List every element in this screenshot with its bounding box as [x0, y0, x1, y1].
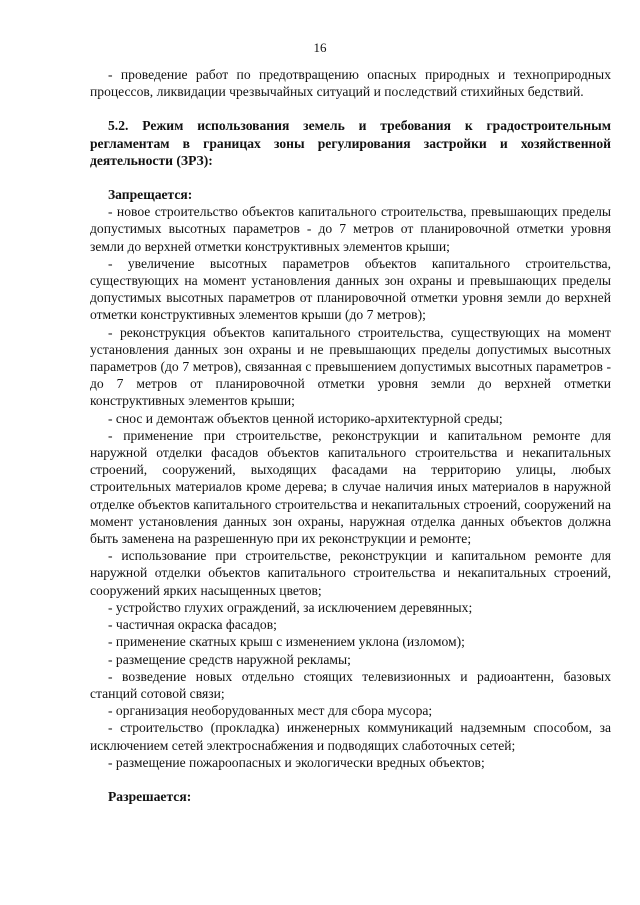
list-item: - возведение новых отдельно стоящих телевизионных и радиоантенн, базовых станций сотовой связи;: [90, 668, 611, 701]
prohibited-label: Запрещается:: [108, 187, 193, 203]
list-item: - частичная окраска фасадов;: [108, 617, 277, 633]
list-item: - применение при строительстве, реконструкции и капитальном ремонте для наружной отделки фасадов объектов капитального строительства и некапитальных строений, сооружений, выходящих фасадами на территорию улицы, любых строительных материалов кроме дерева; в случае наличия иных материалов в наружной отделке объектов капитального строительства и некапитальных строений, сооружений на момент установления данных зон охраны, наружная отделка данных объектов должна быть заменена на разрешенную при их реконструкции и ремонте;: [90, 427, 611, 547]
page-content: [90, 66, 611, 805]
list-item: - применение скатных крыш с изменением уклона (изломом);: [108, 634, 465, 650]
allowed-label: Разрешается:: [108, 788, 192, 804]
list-item: - строительство (прокладка) инженерных коммуникаций надземным способом, за исключением сетей электроснабжения и подводящих слаботочных сетей;: [90, 720, 611, 753]
section-heading: 5.2. Режим использования земель и требования к градостроительным регламентам в границах зоны регулирования застройки и хозяйственной деятельности (ЗРЗ):: [90, 118, 611, 168]
page-number: 16: [313, 40, 327, 55]
list-item: - устройство глухих ограждений, за исключением деревянных;: [108, 599, 473, 615]
list-item: - организация необорудованных мест для сбора мусора;: [108, 703, 433, 719]
intro-paragraph: - проведение работ по предотвращению опасных природных и техноприродных процессов, ликвидации чрезвычайных ситуаций и последствий стихийных бедствий.: [90, 67, 611, 100]
prohibited-list: [90, 203, 611, 771]
list-item: - использование при строительстве, реконструкции и капитальном ремонте для наружной отделки объектов капитального строительства и некапитальных строений, сооружений ярких насыщенных цветов;: [90, 548, 611, 598]
list-item: - размещение пожароопасных и экологически вредных объектов;: [108, 754, 485, 770]
list-item: - снос и демонтаж объектов ценной историко-архитектурной среды;: [108, 410, 503, 426]
list-item: - реконструкция объектов капитального строительства, существующих на момент установления данных зон охраны и не превышающих пределы допустимых высотных параметров (до 7 метров), связанная с превышением допустимых высотных параметров - до 7 метров от планировочной отметки уровня земли до верхней отметки конструктивных элементов крыши;: [90, 324, 611, 409]
list-item: - размещение средств наружной рекламы;: [108, 651, 351, 667]
list-item: - увеличение высотных параметров объектов капитального строительства, существующих на момент установления данных зон охраны и превышающих пределы допустимых высотных параметров от планировочной отметки уровня земли до верхней отметки конструктивных элементов крыши (до 7 метров);: [90, 255, 611, 323]
list-item: - новое строительство объектов капитального строительства, превышающих пределы допустимых высотных параметров - до 7 метров от планировочной отметки уровня земли до верхней отметки конструктивных элементов крыши;: [90, 204, 611, 254]
